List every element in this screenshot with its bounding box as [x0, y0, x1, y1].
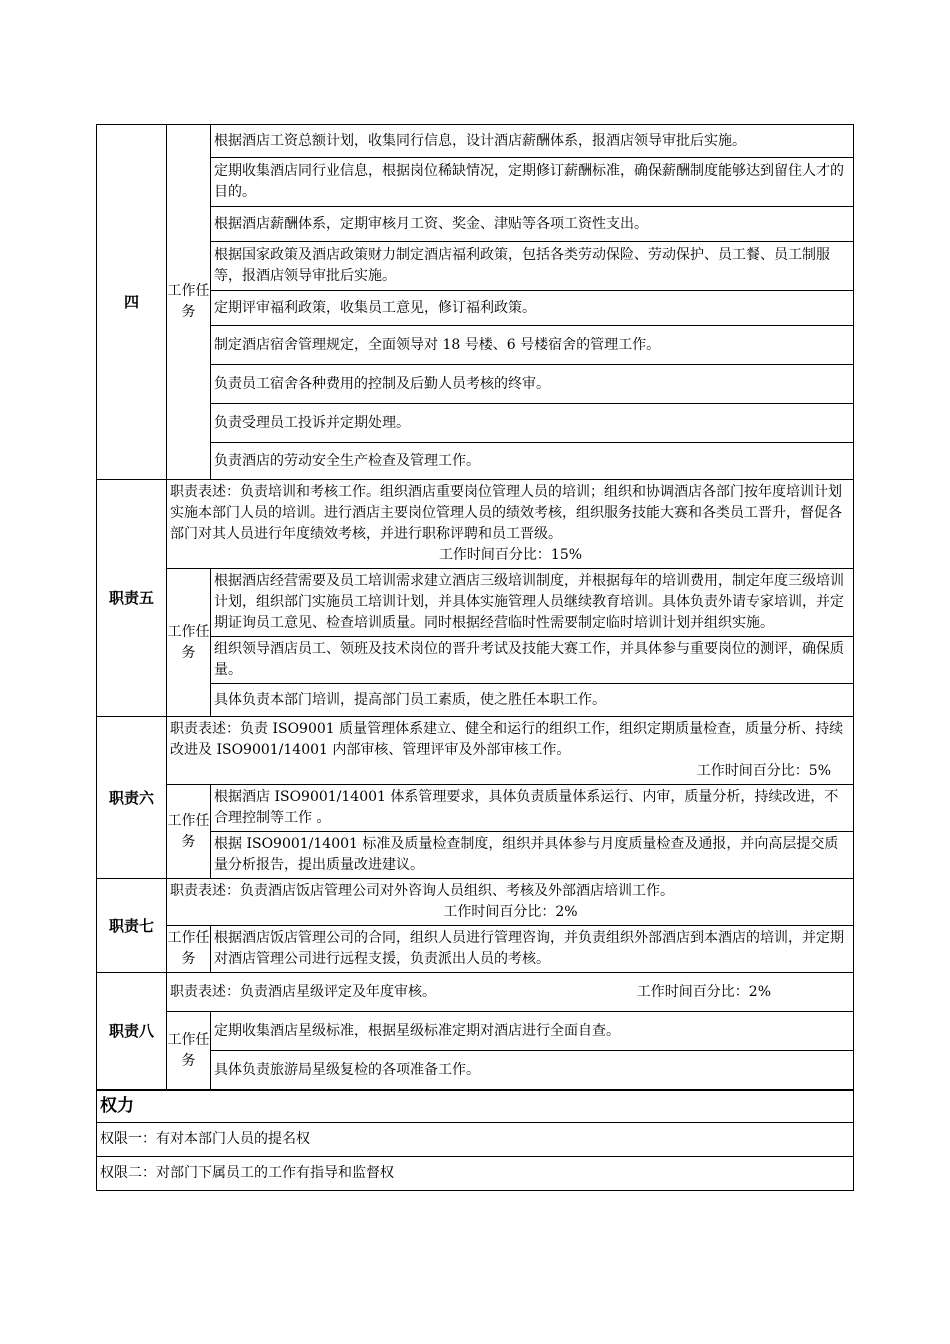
- section4-task-label: 工作任务: [167, 125, 211, 480]
- duty-table: [96, 124, 854, 1191]
- job-description-document: [96, 124, 854, 1191]
- section5-task-1: 根据酒店经营需要及员工培训需求建立酒店三级培训制度，并根据每年的培训费用，制定年度三级培训计划，组织部门实施员工培训计划，并具体实施管理人员继续教育培训。具体负责外请专家培训，并定期证询员工意见、检查培训质量。同时根据经营临时性需要制定临时培训计划并组织实施。: [211, 569, 854, 637]
- section8-summary-row: [97, 973, 854, 1012]
- section6-summary-row: [97, 717, 854, 785]
- power-item-2: 权限二：对部门下属员工的工作有指导和监督权: [97, 1157, 854, 1191]
- section8-percent: 工作时间百分比：2%: [636, 983, 771, 1000]
- section4-task-9: 负责酒店的劳动安全生产检查及管理工作。: [211, 443, 854, 480]
- section6-task-2: 根据 ISO9001/14001 标准及质量检查制度，组织并具体参与月度质量检查及通报，并向高层提交质量分析报告，提出质量改进建议。: [211, 832, 854, 879]
- section5-task-label: 工作任务: [167, 569, 211, 717]
- section8-task-2: 具体负责旅游局星级复检的各项准备工作。: [211, 1051, 854, 1091]
- section6-task-1: 根据酒店 ISO9001/14001 体系管理要求，具体负责质量体系运行、内审，质量分析，持续改进，不合理控制等工作 。: [211, 785, 854, 832]
- section5-task-3: 具体负责本部门培训，提高部门员工素质，使之胜任本职工作。: [211, 684, 854, 717]
- section4-task-7: 负责员工宿舍各种费用的控制及后勤人员考核的终审。: [211, 365, 854, 404]
- section4-task-4: 根据国家政策及酒店政策财力制定酒店福利政策，包括各类劳动保险、劳动保护、员工餐、员工制服等，报酒店领导审批后实施。: [211, 242, 854, 291]
- section5-label: 职责五: [97, 480, 167, 717]
- section6-label: 职责六: [97, 717, 167, 879]
- section4-task-6: 制定酒店宿舍管理规定，全面领导对 18 号楼、6 号楼宿舍的管理工作。: [211, 326, 854, 365]
- power-item-1: 权限一：有对本部门人员的提名权: [97, 1123, 854, 1157]
- section7-label: 职责七: [97, 879, 167, 973]
- section5-summary: 职责表述：负责培训和考核工作。组织酒店重要岗位管理人员的培训；组织和协调酒店各部门按年度培训计划实施本部门人员的培训。进行酒店主要岗位管理人员的绩效考核，组织服务技能大赛和各类员工晋升，督促各部门对其人员进行年度绩效考核，并进行职称评聘和员工晋级。 工作时间百分比：15%: [167, 480, 854, 569]
- section8-task-1: 定期收集酒店星级标准，根据星级标准定期对酒店进行全面自查。: [211, 1012, 854, 1051]
- section6-task-label: 工作任务: [167, 785, 211, 879]
- section4-task-8: 负责受理员工投诉并定期处理。: [211, 404, 854, 443]
- section7-task-1: 根据酒店饭店管理公司的合同，组织人员进行管理咨询，并负责组织外部酒店到本酒店的培训，并定期对酒店管理公司进行远程支援，负责派出人员的考核。: [211, 926, 854, 973]
- section4-label: 四: [97, 125, 167, 480]
- section6-summary: 职责表述：负责 ISO9001 质量管理体系建立、健全和运行的组织工作，组织定期质量检查，质量分析、持续改进及 ISO9001/14001 内部审核、管理评审及外部审核工作。 工作时间百分比：5%: [167, 717, 854, 785]
- section5-percent: 工作时间百分比：15%: [438, 547, 583, 563]
- section7-task-label: 工作任务: [167, 926, 211, 973]
- section7-summary: 职责表述：负责酒店饭店管理公司对外咨询人员组织、考核及外部酒店培训工作。 工作时间百分比：2%: [167, 879, 854, 926]
- power-title: 权力: [97, 1090, 854, 1123]
- section6-percent: 工作时间百分比：5%: [696, 763, 831, 779]
- section4-task-2: 定期收集酒店同行业信息，根据岗位稀缺情况，定期修订薪酬标准，确保薪酬制度能够达到留住人才的目的。: [211, 158, 854, 207]
- section4-task-5: 定期评审福利政策，收集员工意见，修订福利政策。: [211, 291, 854, 326]
- section4-task-1: 根据酒店工资总额计划，收集同行信息，设计酒店薪酬体系，报酒店领导审批后实施。: [211, 125, 854, 158]
- section8-label: 职责八: [97, 973, 167, 1091]
- section7-percent: 工作时间百分比：2%: [443, 904, 578, 920]
- section4-task-3: 根据酒店薪酬体系，定期审核月工资、奖金、津贴等各项工资性支出。: [211, 207, 854, 242]
- section7-summary-row: [97, 879, 854, 926]
- section8-task-label: 工作任务: [167, 1012, 211, 1091]
- section5-summary-row: [97, 480, 854, 569]
- section8-summary: 职责表述：负责酒店星级评定及年度审核。 工作时间百分比：2%: [167, 973, 854, 1012]
- section4-row: [97, 125, 854, 158]
- section5-task-2: 组织领导酒店员工、领班及技术岗位的晋升考试及技能大赛工作，并具体参与重要岗位的测评，确保质量。: [211, 637, 854, 684]
